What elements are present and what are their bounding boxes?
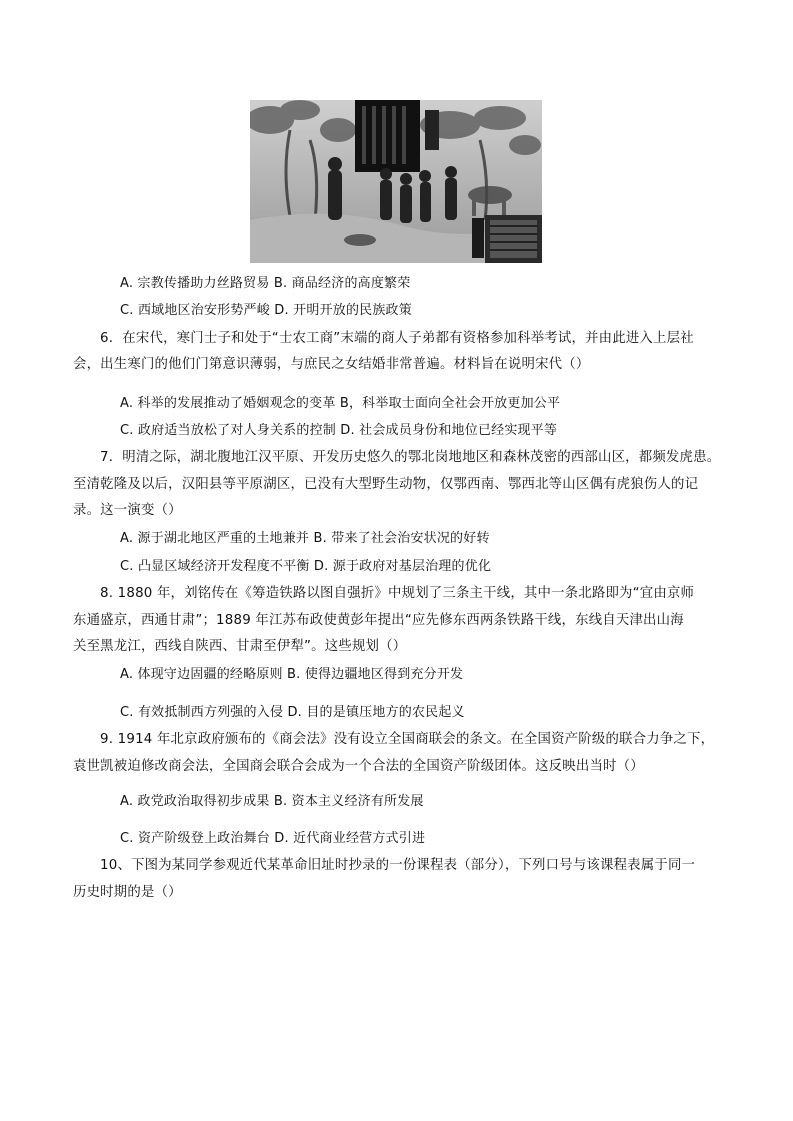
q8-stem-line-3: 关至黑龙江，西线自陕西、甘肃至伊犁”。这些规划（） (73, 639, 407, 654)
q7-stem-line-1: 7．明清之际，湖北腹地江汉平原、开发历史悠久的鄂北岗地地区和森林茂密的西部山区，都频发虎患。 (100, 450, 721, 465)
q9-options-c-d: C. 资产阶级登上政治舞台 D. 近代商业经营方式引进 (120, 831, 426, 846)
q10-stem-line-1: 10、下图为某同学参观近代某革命旧址时抄录的一份课程表（部分），下列口号与该课程表属于同一 (100, 858, 696, 873)
q6-stem-line-2: 会，出生寒门的他们门第意识薄弱，与庶民之女结婚非常普遍。材料旨在说明宋代（） (73, 357, 590, 372)
q9-stem-line-2: 袁世凯被迫修改商会法，全国商会联合会成为一个合法的全国资产阶级团体。这反映出当时（） (73, 759, 644, 774)
q5-options-a-b: A. 宗教传播助力丝路贸易 B. 商品经济的高度繁荣 (120, 276, 411, 291)
q6-stem-line-1: 6．在宋代，寒门士子和处于“士农工商”末端的商人子弟都有资格参加科举考试，并由此进入上层社 (100, 331, 694, 346)
q9-stem-line-1: 9. 1914 年北京政府颁布的《商会法》没有设立全国商联会的条文。在全国资产阶级的联合力争之下， (100, 732, 715, 747)
historical-painting-image (250, 100, 542, 263)
q8-options-c-d: C. 有效抵制西方列强的入侵 D. 目的是镇压地方的农民起义 (120, 705, 465, 720)
q9-options-a-b: A. 政党政治取得初步成果 B. 资本主义经济有所发展 (120, 794, 424, 809)
q8-stem-line-1: 8. 1880 年，刘铭传在《筹造铁路以图自强折》中规划了三条主干线，其中一条北路即为“宜由京师 (100, 586, 695, 601)
q6-options-c-d: C. 政府适当放松了对人身关系的控制 D. 社会成员身份和地位已经实现平等 (120, 423, 558, 438)
q7-stem-line-2: 至清乾隆及以后，汉阳县等平原湖区，已没有大型野生动物，仅鄂西南、鄂西北等山区偶有虎狼伤人的记 (73, 477, 699, 492)
q6-options-a-b: A. 科举的发展推动了婚姻观念的变革 B，科举取士面向全社会开放更加公平 (120, 396, 561, 411)
painting-illustration (250, 100, 542, 263)
q10-stem-line-2: 历史时期的是（） (73, 885, 182, 900)
q7-options-a-b: A. 源于湖北地区严重的土地兼并 B. 带来了社会治安状况的好转 (120, 531, 490, 546)
q5-options-c-d: C. 西域地区治安形势严峻 D. 开明开放的民族政策 (120, 303, 412, 318)
q8-options-a-b: A. 体现守边固疆的经略原则 B. 使得边疆地区得到充分开发 (120, 667, 464, 682)
q8-stem-line-2: 东通盛京，西通甘肃”；1889 年江苏布政使黄彭年提出“应先修东西两条铁路干线，东线自天津出山海 (73, 613, 684, 628)
q7-stem-line-3: 录。这一演变（） (73, 503, 182, 518)
q7-options-c-d: C. 凸显区域经济开发程度不平衡 D. 源于政府对基层治理的优化 (120, 559, 492, 574)
